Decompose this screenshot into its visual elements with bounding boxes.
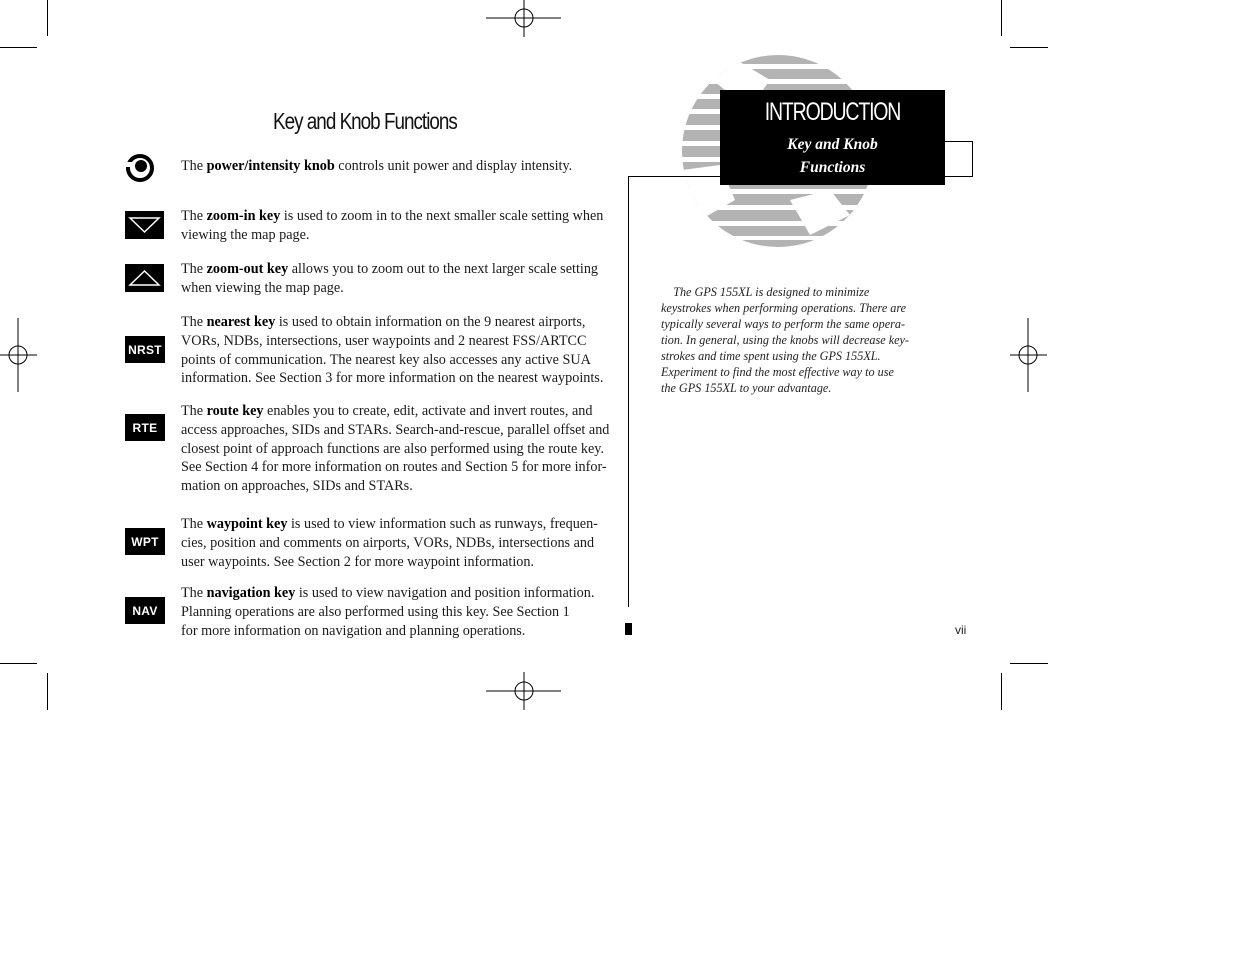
section-title: INTRODUCTION bbox=[764, 98, 901, 126]
key-name: zoom-out key bbox=[206, 261, 289, 277]
text-line bbox=[181, 402, 591, 421]
text-line: viewing the map page. bbox=[181, 226, 310, 243]
nrst-key-icon: NRST bbox=[125, 336, 165, 363]
text-line: cies, position and comments on airports, VORs, NDBs, intersections and bbox=[181, 534, 595, 551]
section-header bbox=[720, 90, 945, 185]
sidebar-line: keystrokes when performing operations. There are bbox=[661, 301, 907, 315]
text: The bbox=[181, 314, 207, 330]
key-name: route key bbox=[206, 403, 264, 419]
text-line: access approaches, SIDs and STARs. Search-and-rescue, parallel offset and bbox=[181, 421, 610, 438]
key-name: power/intensity knob bbox=[206, 158, 335, 174]
subtitle-line: Key and Knob bbox=[787, 136, 878, 153]
page-title: Key and Knob Functions bbox=[273, 108, 457, 134]
text: is used to obtain information on the 9 nearest airports, bbox=[275, 314, 586, 330]
text: The bbox=[181, 585, 207, 601]
text: The bbox=[181, 261, 207, 277]
text-line: closest point of approach functions are also performed using the route key. bbox=[181, 440, 604, 457]
sidebar-line: The GPS 155XL is designed to minimize bbox=[661, 285, 870, 299]
subtitle-line: Functions bbox=[799, 159, 866, 176]
text-line bbox=[181, 207, 604, 226]
text: The bbox=[181, 158, 207, 174]
sidebar-line: strokes and time spent using the GPS 155XL. bbox=[661, 349, 881, 363]
text: controls unit power and display intensity. bbox=[334, 158, 573, 174]
power-knob-description bbox=[181, 157, 591, 176]
power-knob-icon bbox=[124, 152, 156, 184]
text-line bbox=[181, 260, 599, 279]
text-line: information. See Section 3 for more information on the nearest waypoints. bbox=[181, 370, 604, 387]
zoom-out-key-icon bbox=[125, 264, 164, 292]
text-line bbox=[181, 584, 595, 603]
sidebar-line: typically several ways to perform the same opera- bbox=[661, 317, 906, 331]
zoom-out-description bbox=[181, 260, 599, 298]
zoom-in-key-icon bbox=[125, 211, 164, 239]
text-line: when viewing the map page. bbox=[181, 279, 344, 296]
sidebar-line: Experiment to find the most effective way to use bbox=[661, 365, 894, 379]
text-line: user waypoints. See Section 2 for more waypoint information. bbox=[181, 553, 535, 570]
wpt-key-icon: WPT bbox=[125, 528, 165, 555]
text-line: for more information on navigation and planning operations. bbox=[181, 622, 526, 639]
text-line bbox=[181, 313, 591, 332]
text: is used to view information such as runways, frequen- bbox=[287, 516, 598, 532]
text: The bbox=[181, 208, 207, 224]
frame-right-line bbox=[972, 141, 973, 177]
text-line: mation on approaches, SIDs and STARs. bbox=[181, 478, 413, 495]
nav-key-icon: NAV bbox=[125, 597, 165, 624]
text: allows you to zoom out to the next larger scale setting bbox=[288, 261, 599, 277]
key-name: waypoint key bbox=[206, 516, 288, 532]
key-name: navigation key bbox=[206, 585, 296, 601]
navigation-key-description bbox=[181, 584, 595, 640]
text-line: See Section 4 for more information on routes and Section 5 for more infor- bbox=[181, 459, 607, 476]
rte-key-icon: RTE bbox=[125, 414, 165, 441]
sidebar-line: tion. In general, using the knobs will decrease key- bbox=[661, 333, 909, 347]
text: is used to zoom in to the next smaller scale setting when bbox=[280, 208, 604, 224]
text-line: Planning operations are also performed using this key. See Section 1 bbox=[181, 603, 570, 620]
text: enables you to create, edit, activate and invert routes, and bbox=[263, 403, 593, 419]
text-line bbox=[181, 515, 598, 534]
route-key-description bbox=[181, 402, 610, 496]
key-name: nearest key bbox=[206, 314, 276, 330]
section-subtitle bbox=[720, 133, 945, 179]
text: is used to view navigation and position information. bbox=[295, 585, 595, 601]
frame-left-line bbox=[628, 176, 629, 607]
waypoint-key-description bbox=[181, 515, 598, 571]
text-line: points of communication. The nearest key also accesses any active SUA bbox=[181, 351, 591, 368]
key-name: zoom-in key bbox=[206, 208, 281, 224]
sidebar-line: the GPS 155XL to your advantage. bbox=[661, 381, 832, 395]
nearest-key-description bbox=[181, 313, 604, 388]
text-line bbox=[181, 157, 591, 176]
footer-marker bbox=[625, 623, 632, 635]
text-line: VORs, NDBs, intersections, user waypoints and 2 nearest FSS/ARTCC bbox=[181, 332, 587, 349]
text: The bbox=[181, 516, 207, 532]
page-number: vii bbox=[955, 623, 967, 637]
sidebar-note bbox=[661, 284, 926, 396]
zoom-in-description bbox=[181, 207, 604, 245]
text: The bbox=[181, 403, 207, 419]
